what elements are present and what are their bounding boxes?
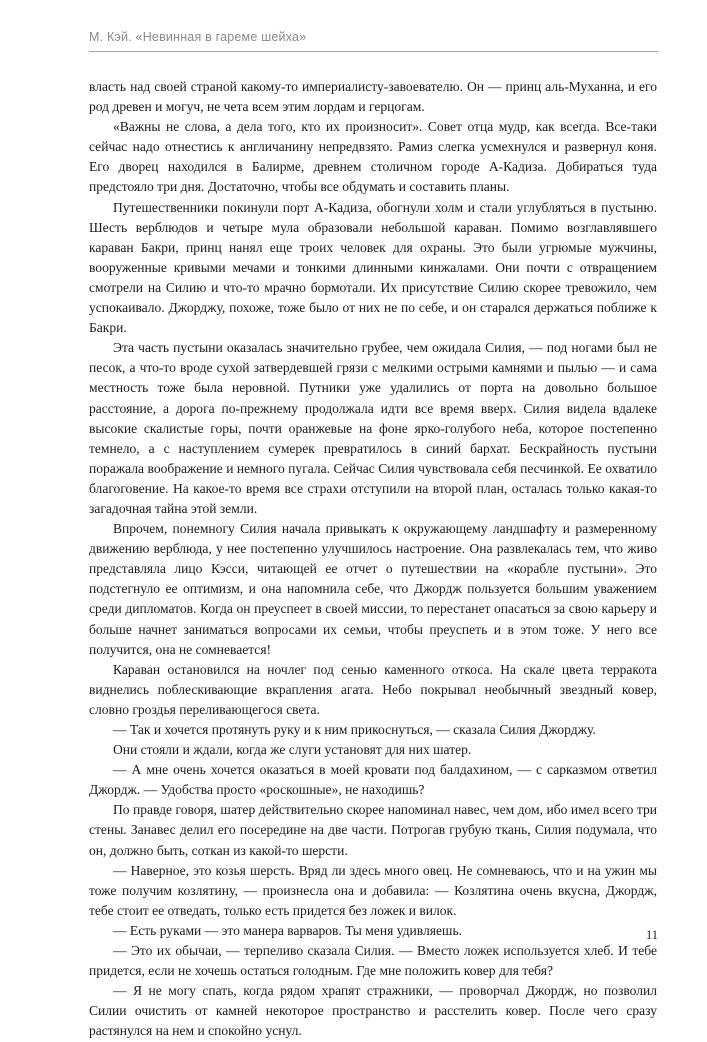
paragraph: По правде говоря, шатер действительно скорее напоминал навес, чем дом, ибо имел всего три стены. Занавес делил его посередине на две части. Потрогав грубую ткань, Силия подумала, что он, должно быть, соткан из какой-то шерсти. — [89, 802, 657, 858]
running-head: М. Кэй. «Невинная в гареме шейха» — [89, 30, 307, 44]
body-text — [89, 77, 657, 1042]
page-number: 11 — [645, 928, 658, 942]
paragraph: — Так и хочется протянуть руку и к ним прикоснуться, — сказала Силия Джорджу. — [113, 722, 596, 737]
header-rule — [89, 51, 658, 52]
paragraph: — А мне очень хочется оказаться в моей кровати под балдахином, — с сарказмом ответил Джордж. — Удобства просто «роскошные», не находишь? — [89, 762, 657, 798]
paragraph: Эта часть пустыни оказалась значительно грубее, чем ожидала Силия, — под ногами был не песок, а что-то вроде сухой затвердевшей грязи с мелкими острыми камнями и пылью — и сама местность тоже была неровной. Путники уже удалились от порта на довольно большое расстояние, а дорога по-прежнему продолжала идти все время вверх. Силия видела вдалеке высокие скалистые горы, почти оранжевые на фоне ярко-голубого неба, которое постепенно темнело, а с наступлением сумерек превратилось в синий бархат. Бескрайность пустыни поражала воображение и немного пугала. Сейчас Силия чувствовала себя песчинкой. Ее охватило благоговение. На какое-то время все страхи отступили на второй план, осталась только какая-то загадочная тайна этой земли. — [89, 340, 657, 516]
paragraph: «Важны не слова, а дела того, кто их произносит». Совет отца мудр, как всегда. Все-таки сейчас надо отнестись к англичанину непредвзято. Рамиз слегка усмехнулся и развернул коня. Его дворец находился в Балирме, древнем столичном городе А-Кадиза. Добираться туда предстояло три дня. Достаточно, чтобы все обдумать и составить планы. — [89, 119, 657, 195]
paragraph: власть над своей страной какому-то империалисту-завоевателю. Он — принц аль-Муханна, и его род древен и могуч, не чета всем этим лордам и герцогам. — [89, 79, 657, 115]
paragraph: — Я не могу спать, когда рядом храпят стражники, — проворчал Джордж, но позволил Силии очистить от камней некоторое пространство и расстелить ковер. После чего сразу растянулся на нем и спокойно уснул. — [89, 983, 657, 1039]
paragraph: Они стояли и ждали, когда же слуги установят для них шатер. — [113, 742, 472, 758]
paragraph: — Есть руками — это манера варваров. Ты меня удивляешь. — [113, 922, 463, 938]
paragraph: Караван остановился на ночлег под сенью каменного откоса. На скале цвета терракота виднелись поблескивающие вкрапления агата. Небо покрывал необычный звездный ковер, словно гроздья переливающегося света. — [89, 661, 657, 717]
paragraph: Впрочем, понемногу Силия начала привыкать к окружающему ландшафту и размеренному движению верблюда, у нее постепенно улучшилось настроение. Она развлекалась тем, что живо представляла лицо Кэсси, читающей ее отчет о путешествии на «корабле пустыни». Это подстегнуло ее оптимизм, и она напомнила себе, что Джордж пользуется большим уважением среди дипломатов. Когда он преуспеет в своей миссии, то перестанет опасаться за свою карьеру и больше начнет заниматься вопросами их семьи, чтобы преуспеть и в этом тоже. У него все получится, она не сомневается! — [89, 521, 657, 657]
paragraph: — Это их обычаи, — терпеливо сказала Силия. — Вместо ложек используется хлеб. И тебе придется, если не хочешь остаться голодным. Где мне положить ковер для тебя? — [89, 943, 657, 979]
paragraph: Путешественники покинули порт А-Кадиза, обогнули холм и стали углубляться в пустыню. Шесть верблюдов и четыре мула образовали небольшой караван. Помимо возглавлявшего караван Бакри, принц нанял еще троих человек для охраны. Это были угрюмые мужчины, вооруженные кривыми мечами и тонкими длинными кинжалами. Они почти с отвращением смотрели на Силию и что-то мрачно бормотали. Их присутствие Силию скорее тревожило, чем успокаивало. Джорджу, похоже, тоже было от них не по себе, и он старался держаться поближе к Бакри. — [89, 199, 657, 336]
paragraph: — Наверное, это козья шерсть. Вряд ли здесь много овец. Не сомневаюсь, что и на ужин мы тоже получим козлятину, — произнесла она и добавила: — Козлятина очень вкусна, Джордж, тебе стоит ее отведать, только есть придется без ложек и вилок. — [89, 862, 657, 918]
